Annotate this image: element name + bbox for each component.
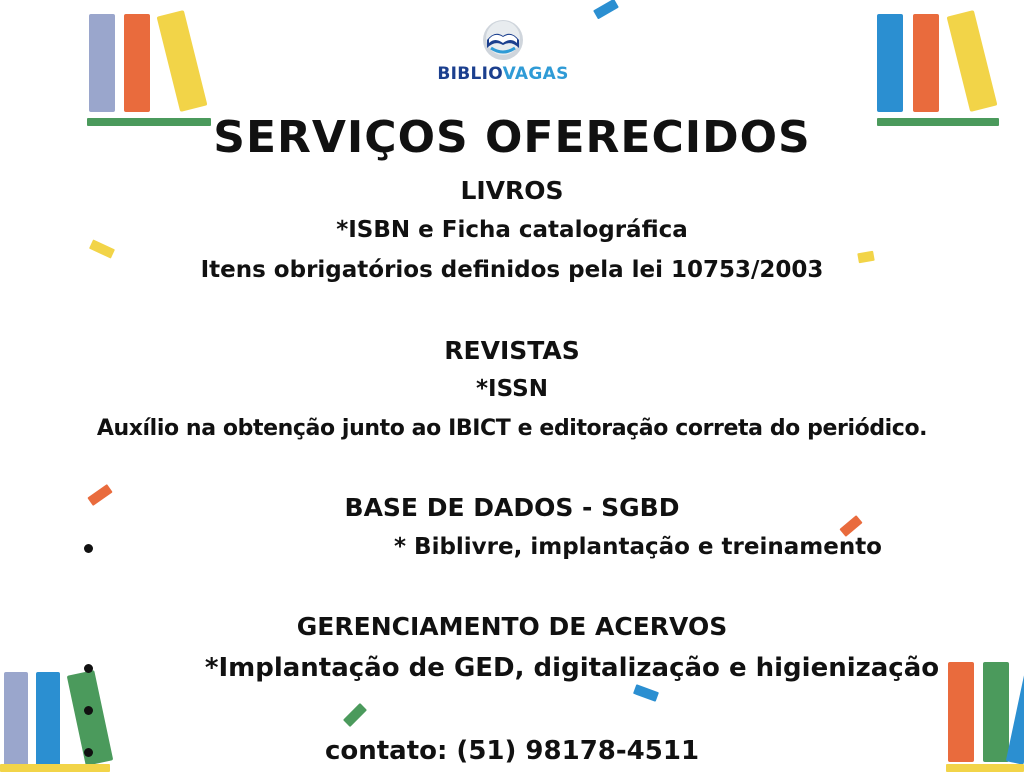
acervos-line-1: *Implantação de GED, digitalização e higienização	[204, 653, 940, 683]
contact-phone: contato: (51) 98178-4511	[324, 736, 700, 766]
logo-text	[432, 64, 574, 84]
shelf	[946, 764, 1024, 772]
logo-text-part1: BIBLIO	[437, 64, 503, 84]
section-heading-acervos: GERENCIAMENTO DE ACERVOS	[296, 612, 728, 641]
section-heading-livros: LIVROS	[460, 176, 564, 205]
shelf	[0, 764, 110, 772]
revistas-line-1: *ISSN	[476, 376, 548, 402]
section-heading-base-de-dados: BASE DE DADOS - SGBD	[344, 493, 680, 522]
bullet-marker	[84, 706, 93, 715]
base-line-1: * Biblivre, implantação e treinamento	[394, 534, 882, 560]
logo-text-part2: VAGAS	[502, 64, 569, 84]
book-blue	[877, 14, 903, 112]
livros-line-2: Itens obrigatórios definidos pela lei 10753/2003	[200, 257, 824, 283]
confetti	[343, 703, 367, 727]
revistas-line-2: Auxílio na obtenção junto ao IBICT e editoração correta do periódico.	[96, 416, 928, 441]
book-gray-blue	[89, 14, 115, 112]
confetti	[89, 239, 115, 258]
open-book-logo-icon	[481, 18, 525, 62]
book-yellow	[157, 10, 208, 112]
confetti	[633, 684, 659, 702]
livros-line-1: *ISBN e Ficha catalográfica	[336, 217, 688, 243]
bullet-marker	[84, 544, 93, 553]
section-heading-revistas: REVISTAS	[444, 336, 580, 365]
confetti	[593, 0, 619, 19]
page-title: SERVIÇOS OFERECIDOS	[213, 112, 811, 163]
book-yellow	[947, 10, 998, 112]
book-orange	[124, 14, 150, 112]
book-orange	[913, 14, 939, 112]
